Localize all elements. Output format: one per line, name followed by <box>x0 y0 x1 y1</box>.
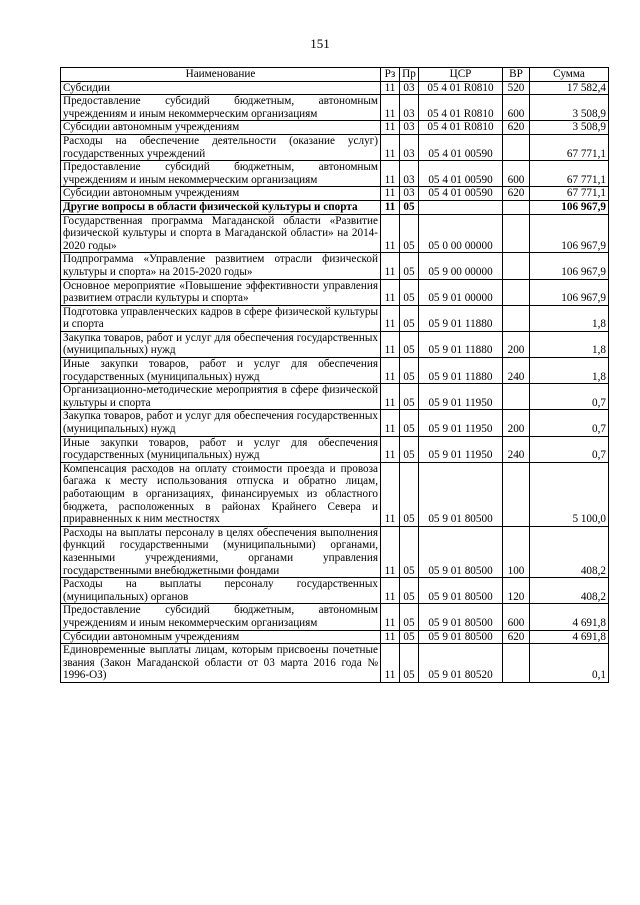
row-vr: 620 <box>503 630 530 644</box>
table-row <box>61 95 609 121</box>
row-name: Компенсация расходов на оплату стоимости проезда и провоза багажа к месту использования отпуска и обратно лицам, работающим в организациях, финансируемых из областного бюджета, расположенных в районах Крайнего Севера и приравненных к ним местностях <box>61 462 381 526</box>
row-pr: 05 <box>400 462 419 526</box>
row-csr: 05 9 01 11880 <box>419 305 503 331</box>
table-row <box>61 604 609 630</box>
row-sum: 0,1 <box>530 644 609 683</box>
row-rz: 11 <box>381 279 400 305</box>
row-sum: 106 967,9 <box>530 200 609 214</box>
row-pr: 05 <box>400 331 419 357</box>
row-rz: 11 <box>381 253 400 279</box>
budget-table <box>60 67 609 683</box>
row-csr: 05 9 01 11950 <box>419 436 503 462</box>
row-vr <box>503 462 530 526</box>
row-vr: 240 <box>503 358 530 384</box>
row-name: Государственная программа Магаданской области «Развитие физической культуры и спорта в Магаданской области» на 2014-2020 годы» <box>61 214 381 253</box>
row-name: Иные закупки товаров, работ и услуг для обеспечения государственных (муниципальных) нужд <box>61 358 381 384</box>
row-rz: 11 <box>381 436 400 462</box>
row-csr: 05 9 00 00000 <box>419 253 503 279</box>
header-rz: Рз <box>381 68 400 82</box>
row-pr: 05 <box>400 526 419 577</box>
table-row <box>61 81 609 95</box>
row-sum: 106 967,9 <box>530 214 609 253</box>
row-csr: 05 9 01 00000 <box>419 279 503 305</box>
row-rz: 11 <box>381 384 400 410</box>
table-row <box>61 134 609 160</box>
row-pr: 05 <box>400 305 419 331</box>
row-vr: 240 <box>503 436 530 462</box>
row-vr: 600 <box>503 95 530 121</box>
row-pr: 05 <box>400 253 419 279</box>
row-name: Предоставление субсидий бюджетным, автономным учреждениям и иным некоммерческим организациям <box>61 95 381 121</box>
table-row <box>61 436 609 462</box>
row-name: Единовременные выплаты лицам, которым присвоены почетные звания (Закон Магаданской области от 03 марта 2016 года № 1996-ОЗ) <box>61 644 381 683</box>
row-sum: 0,7 <box>530 410 609 436</box>
row-pr: 03 <box>400 81 419 95</box>
row-vr <box>503 384 530 410</box>
table-row <box>61 161 609 187</box>
row-vr: 600 <box>503 604 530 630</box>
row-csr: 05 9 01 11880 <box>419 331 503 357</box>
row-name: Расходы на выплаты персоналу в целях обеспечения выполнения функций государственными (муниципальными) органами, казенными учреждениями, органами управления государственными внебюджетными фондами <box>61 526 381 577</box>
row-csr: 05 9 01 11950 <box>419 384 503 410</box>
table-row <box>61 214 609 253</box>
row-pr: 05 <box>400 644 419 683</box>
row-name: Закупка товаров, работ и услуг для обеспечения государственных (муниципальных) нужд <box>61 410 381 436</box>
table-row <box>61 305 609 331</box>
row-sum: 67 771,1 <box>530 161 609 187</box>
row-csr: 05 4 01 00590 <box>419 161 503 187</box>
row-vr: 620 <box>503 121 530 135</box>
table-row <box>61 462 609 526</box>
row-sum: 67 771,1 <box>530 134 609 160</box>
row-name: Организационно-методические мероприятия в сфере физической культуры и спорта <box>61 384 381 410</box>
row-name: Предоставление субсидий бюджетным, автономным учреждениям и иным некоммерческим организациям <box>61 161 381 187</box>
row-sum: 3 508,9 <box>530 121 609 135</box>
row-sum: 0,7 <box>530 384 609 410</box>
row-pr: 05 <box>400 214 419 253</box>
row-name: Расходы на обеспечение деятельности (оказание услуг) государственных учреждений <box>61 134 381 160</box>
row-name: Основное мероприятие «Повышение эффективности управления развитием отрасли культуры и спорта» <box>61 279 381 305</box>
header-pr: Пр <box>400 68 419 82</box>
row-pr: 05 <box>400 630 419 644</box>
table-row <box>61 121 609 135</box>
row-rz: 11 <box>381 214 400 253</box>
row-sum: 106 967,9 <box>530 253 609 279</box>
row-pr: 05 <box>400 279 419 305</box>
row-rz: 11 <box>381 200 400 214</box>
row-pr: 03 <box>400 161 419 187</box>
row-csr: 05 9 01 11950 <box>419 410 503 436</box>
row-rz: 11 <box>381 95 400 121</box>
row-pr: 05 <box>400 358 419 384</box>
row-name: Предоставление субсидий бюджетным, автономным учреждениям и иным некоммерческим организациям <box>61 604 381 630</box>
row-rz: 11 <box>381 526 400 577</box>
header-csr: ЦСР <box>419 68 503 82</box>
row-sum: 4 691,8 <box>530 630 609 644</box>
table-row <box>61 358 609 384</box>
row-rz: 11 <box>381 121 400 135</box>
row-name: Субсидии <box>61 81 381 95</box>
header-name: Наименование <box>61 68 381 82</box>
row-rz: 11 <box>381 644 400 683</box>
row-sum: 67 771,1 <box>530 187 609 201</box>
table-row <box>61 279 609 305</box>
row-vr: 620 <box>503 187 530 201</box>
row-name: Подпрограмма «Управление развитием отрасли физической культуры и спорта» на 2015-2020 годы» <box>61 253 381 279</box>
row-csr: 05 9 01 80500 <box>419 604 503 630</box>
row-rz: 11 <box>381 331 400 357</box>
page-number: 151 <box>310 36 330 51</box>
row-pr: 05 <box>400 604 419 630</box>
row-csr: 05 4 01 R0810 <box>419 81 503 95</box>
row-rz: 11 <box>381 578 400 604</box>
row-sum: 408,2 <box>530 578 609 604</box>
row-sum: 106 967,9 <box>530 279 609 305</box>
row-rz: 11 <box>381 161 400 187</box>
row-pr: 03 <box>400 95 419 121</box>
row-csr: 05 4 01 R0810 <box>419 121 503 135</box>
row-rz: 11 <box>381 81 400 95</box>
row-sum: 1,8 <box>530 305 609 331</box>
row-sum: 3 508,9 <box>530 95 609 121</box>
row-pr: 05 <box>400 200 419 214</box>
row-rz: 11 <box>381 462 400 526</box>
table-row <box>61 526 609 577</box>
row-name: Другие вопросы в области физической культуры и спорта <box>61 200 381 214</box>
row-rz: 11 <box>381 630 400 644</box>
table-header-row <box>61 68 609 82</box>
row-name: Закупка товаров, работ и услуг для обеспечения государственных (муниципальных) нужд <box>61 331 381 357</box>
row-csr: 05 4 01 R0810 <box>419 95 503 121</box>
row-pr: 05 <box>400 384 419 410</box>
row-csr: 05 9 01 80520 <box>419 644 503 683</box>
table-row <box>61 384 609 410</box>
row-csr: 05 0 00 00000 <box>419 214 503 253</box>
table-row <box>61 630 609 644</box>
row-sum: 4 691,8 <box>530 604 609 630</box>
row-name: Подготовка управленческих кадров в сфере физической культуры и спорта <box>61 305 381 331</box>
row-csr: 05 9 01 80500 <box>419 462 503 526</box>
row-sum: 17 582,4 <box>530 81 609 95</box>
table-row-section-total <box>61 200 609 214</box>
row-name: Субсидии автономным учреждениям <box>61 121 381 135</box>
row-csr: 05 4 01 00590 <box>419 187 503 201</box>
row-vr <box>503 214 530 253</box>
row-csr: 05 4 01 00590 <box>419 134 503 160</box>
row-sum: 408,2 <box>530 526 609 577</box>
row-vr <box>503 279 530 305</box>
row-csr: 05 9 01 80500 <box>419 578 503 604</box>
row-pr: 03 <box>400 134 419 160</box>
row-rz: 11 <box>381 358 400 384</box>
table-row <box>61 644 609 683</box>
row-vr: 200 <box>503 410 530 436</box>
table-row <box>61 331 609 357</box>
header-sum: Сумма <box>530 68 609 82</box>
row-csr: 05 9 01 80500 <box>419 630 503 644</box>
row-csr: 05 9 01 80500 <box>419 526 503 577</box>
row-name: Иные закупки товаров, работ и услуг для обеспечения государственных (муниципальных) нужд <box>61 436 381 462</box>
table-row <box>61 187 609 201</box>
row-name: Субсидии автономным учреждениям <box>61 630 381 644</box>
row-rz: 11 <box>381 604 400 630</box>
row-rz: 11 <box>381 410 400 436</box>
row-rz: 11 <box>381 187 400 201</box>
row-vr <box>503 644 530 683</box>
row-vr: 120 <box>503 578 530 604</box>
row-csr <box>419 200 503 214</box>
row-vr: 100 <box>503 526 530 577</box>
row-vr <box>503 200 530 214</box>
row-vr: 520 <box>503 81 530 95</box>
row-rz: 11 <box>381 305 400 331</box>
row-vr: 600 <box>503 161 530 187</box>
row-vr: 200 <box>503 331 530 357</box>
row-rz: 11 <box>381 134 400 160</box>
row-sum: 1,8 <box>530 331 609 357</box>
row-name: Расходы на выплаты персоналу государственных (муниципальных) органов <box>61 578 381 604</box>
row-sum: 0,7 <box>530 436 609 462</box>
row-pr: 05 <box>400 436 419 462</box>
row-name: Субсидии автономным учреждениям <box>61 187 381 201</box>
row-pr: 03 <box>400 121 419 135</box>
row-pr: 05 <box>400 578 419 604</box>
table-row <box>61 410 609 436</box>
row-sum: 1,8 <box>530 358 609 384</box>
row-pr: 05 <box>400 410 419 436</box>
row-vr <box>503 305 530 331</box>
table-row <box>61 578 609 604</box>
row-pr: 03 <box>400 187 419 201</box>
row-vr <box>503 253 530 279</box>
row-vr <box>503 134 530 160</box>
row-sum: 5 100,0 <box>530 462 609 526</box>
header-vr: ВР <box>503 68 530 82</box>
row-csr: 05 9 01 11880 <box>419 358 503 384</box>
table-row <box>61 253 609 279</box>
